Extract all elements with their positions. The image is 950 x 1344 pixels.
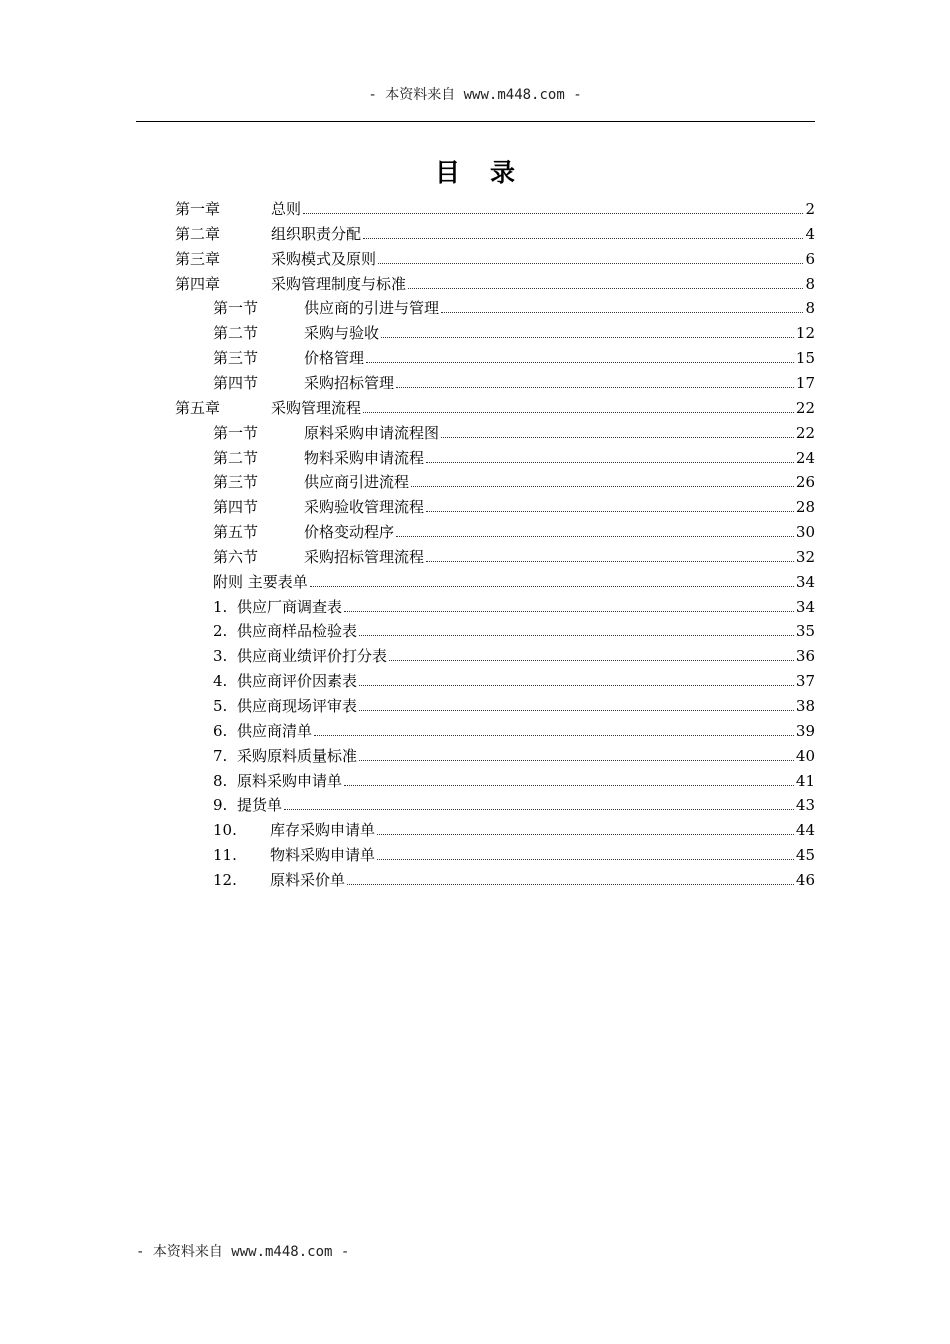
toc-entry-number: 第五章 [175,398,221,417]
toc-entry-number: 11. [213,846,237,865]
toc-entry[interactable] [213,619,815,641]
toc-entry[interactable] [175,247,815,269]
toc-entry-label: 采购管理流程 [271,398,362,417]
toc-entry[interactable] [213,719,815,741]
toc-entry-number: 8. [213,771,228,790]
toc-dot-leader [411,486,794,487]
toc-entry[interactable] [213,495,815,517]
toc-entry-label: 采购招标管理流程 [304,547,425,566]
toc-entry-label: 供应商现场评审表 [237,697,358,715]
toc-entry-page: 34 [795,572,815,591]
page-footer: - 本资料来自 www.m448.com - [136,1244,350,1260]
toc-entry-label: 总则 [271,200,302,218]
toc-title [0,153,950,189]
toc-entry-number: 9. [213,796,228,815]
toc-entry-label: 物料采购申请单 [270,846,376,865]
toc-dot-leader [359,710,794,711]
toc-entry-number: 第三节 [213,473,259,492]
toc-entry[interactable] [213,644,815,666]
toc-entry-page: 36 [795,647,815,666]
toc-entry-label: 采购与验收 [304,324,380,343]
toc-entry-page: 32 [795,547,815,566]
toc-entry-label: 原料采购申请单 [237,771,343,790]
toc-entry-number: 第四章 [175,274,221,293]
toc-entry-number: 2. [213,622,228,641]
toc-dot-leader [366,362,794,363]
toc-entry[interactable] [175,272,815,294]
toc-entry-page: 2 [805,200,815,218]
toc-entry-page: 37 [795,672,815,691]
toc-entry[interactable] [175,222,815,244]
toc-entry-page: 45 [795,846,815,865]
toc-entry[interactable] [213,744,815,766]
toc-entry-label: 供应商评价因素表 [237,672,358,691]
toc-entry-page: 43 [795,796,815,815]
toc-entry[interactable] [213,520,815,542]
toc-entry-number: 第二节 [213,448,259,467]
toc-entry-label: 组织职责分配 [271,224,362,243]
toc-entry-number: 第五节 [213,523,259,542]
toc-dot-leader [426,462,794,463]
toc-entry[interactable] [213,296,815,318]
toc-entry-label: 价格变动程序 [304,523,395,542]
toc-entry[interactable] [213,669,815,691]
toc-entry-number: 6. [213,721,228,740]
toc-entry-page: 8 [805,274,815,293]
toc-entry-page: 4 [805,224,815,243]
toc-dot-leader [303,213,803,214]
toc-entry-page: 24 [795,448,815,467]
toc-entry-number: 第二节 [213,324,259,343]
toc-entry[interactable] [213,421,815,443]
toc-entry-page: 30 [795,523,815,542]
toc-dot-leader [359,635,794,636]
toc-entry-page: 26 [795,473,815,492]
toc-entry-page: 40 [795,746,815,765]
toc-entry-label: 采购模式及原则 [271,249,377,268]
toc-entry-number: 第一节 [213,423,259,442]
toc-entry-number: 7. [213,746,228,765]
toc-entry-number: 第三章 [175,249,221,268]
toc-entry-number: 5. [213,697,228,715]
toc-entry[interactable] [213,843,815,865]
toc-entry-label: 原料采价单 [270,870,346,889]
toc-entry-number: 第三节 [213,349,259,368]
toc-dot-leader [347,884,794,885]
toc-entry[interactable] [213,545,815,567]
toc-entry-page: 6 [805,249,815,268]
toc-entry-page: 35 [795,622,815,641]
toc-entry[interactable] [213,470,815,492]
toc-dot-leader [408,288,803,289]
toc-entry[interactable] [213,570,815,592]
toc-entry-number: 第二章 [175,224,221,243]
toc-entry-page: 34 [795,597,815,616]
toc-dot-leader [363,412,794,413]
toc-entry-label: 供应商的引进与管理 [304,299,440,318]
toc-dot-leader [441,437,794,438]
toc-title-char-2: 录 [490,158,516,187]
toc-entry-number: 4. [213,672,228,691]
toc-entry[interactable] [175,197,815,219]
toc-dot-leader [426,511,794,512]
toc-entry-number: 第六节 [213,547,259,566]
toc-dot-leader [378,263,803,264]
toc-entry[interactable] [213,694,815,716]
toc-dot-leader [396,387,794,388]
toc-entry[interactable] [213,346,815,368]
toc-entry[interactable] [213,321,815,343]
toc-entry-number: 第一节 [213,299,259,318]
toc-entry-page: 22 [795,423,815,442]
toc-entry[interactable] [213,769,815,791]
toc-entry[interactable] [213,818,815,840]
toc-dot-leader [441,312,803,313]
toc-entry-page: 15 [795,349,815,368]
toc-entry-page: 46 [795,870,815,889]
toc-entry-label: 附则 主要表单 [213,572,308,591]
toc-dot-leader [377,859,794,860]
toc-entry[interactable] [175,396,815,418]
toc-dot-leader [359,685,794,686]
toc-entry-label: 采购验收管理流程 [304,498,425,517]
toc-dot-leader [381,337,794,338]
toc-dot-leader [426,561,794,562]
toc-entry-number: 12. [213,870,237,889]
page-header: - 本资料来自 www.m448.com - [368,87,582,103]
toc-title-char-1: 目 [434,158,460,187]
toc-entry-label: 原料采购申请流程图 [304,423,440,442]
toc-entry[interactable] [213,595,815,617]
toc-entry-page: 17 [795,373,815,392]
toc-entry-label: 提货单 [237,796,283,815]
toc-dot-leader [310,586,794,587]
toc-entry-label: 供应商业绩评价打分表 [237,647,388,666]
toc-dot-leader [396,536,794,537]
toc-dot-leader [344,785,794,786]
header-rule [136,121,815,122]
toc-entry[interactable] [213,446,815,468]
toc-entry-label: 采购招标管理 [304,373,395,392]
toc-entry[interactable] [213,793,815,815]
toc-entry-label: 物料采购申请流程 [304,448,425,467]
toc-entry-page: 28 [795,498,815,517]
toc-entry-page: 38 [795,697,815,715]
toc-dot-leader [363,238,803,239]
toc-entry-number: 3. [213,647,228,666]
toc-entry-label: 供应商清单 [237,721,313,740]
toc-entry-number: 10. [213,821,237,840]
toc-entry-label: 库存采购申请单 [270,821,376,840]
toc-entry-label: 供应商引进流程 [304,473,410,492]
toc-entry-label: 供应商样品检验表 [237,622,358,641]
toc-entry-label: 采购管理制度与标准 [271,274,407,293]
toc-entry-number: 1. [213,597,228,616]
toc-dot-leader [389,660,794,661]
toc-entry-label: 价格管理 [304,349,365,368]
toc-entry-label: 供应厂商调查表 [237,597,343,616]
toc-entry-page: 41 [795,771,815,790]
toc-entry-page: 44 [795,821,815,840]
toc-entry-label: 采购原料质量标准 [237,746,358,765]
toc-dot-leader [359,760,794,761]
toc-entry-number: 第四节 [213,498,259,517]
toc-dot-leader [377,834,794,835]
toc-dot-leader [314,735,794,736]
toc-entry-page: 39 [795,721,815,740]
toc-entry-page: 8 [805,299,815,318]
toc-entry-page: 22 [795,398,815,417]
toc-entry-number: 第一章 [175,200,221,218]
toc-entry[interactable] [213,371,815,393]
toc-entry-number: 第四节 [213,373,259,392]
toc-entry-page: 12 [795,324,815,343]
toc-dot-leader [344,611,794,612]
toc-entry[interactable] [213,868,815,890]
toc-dot-leader [284,809,794,810]
